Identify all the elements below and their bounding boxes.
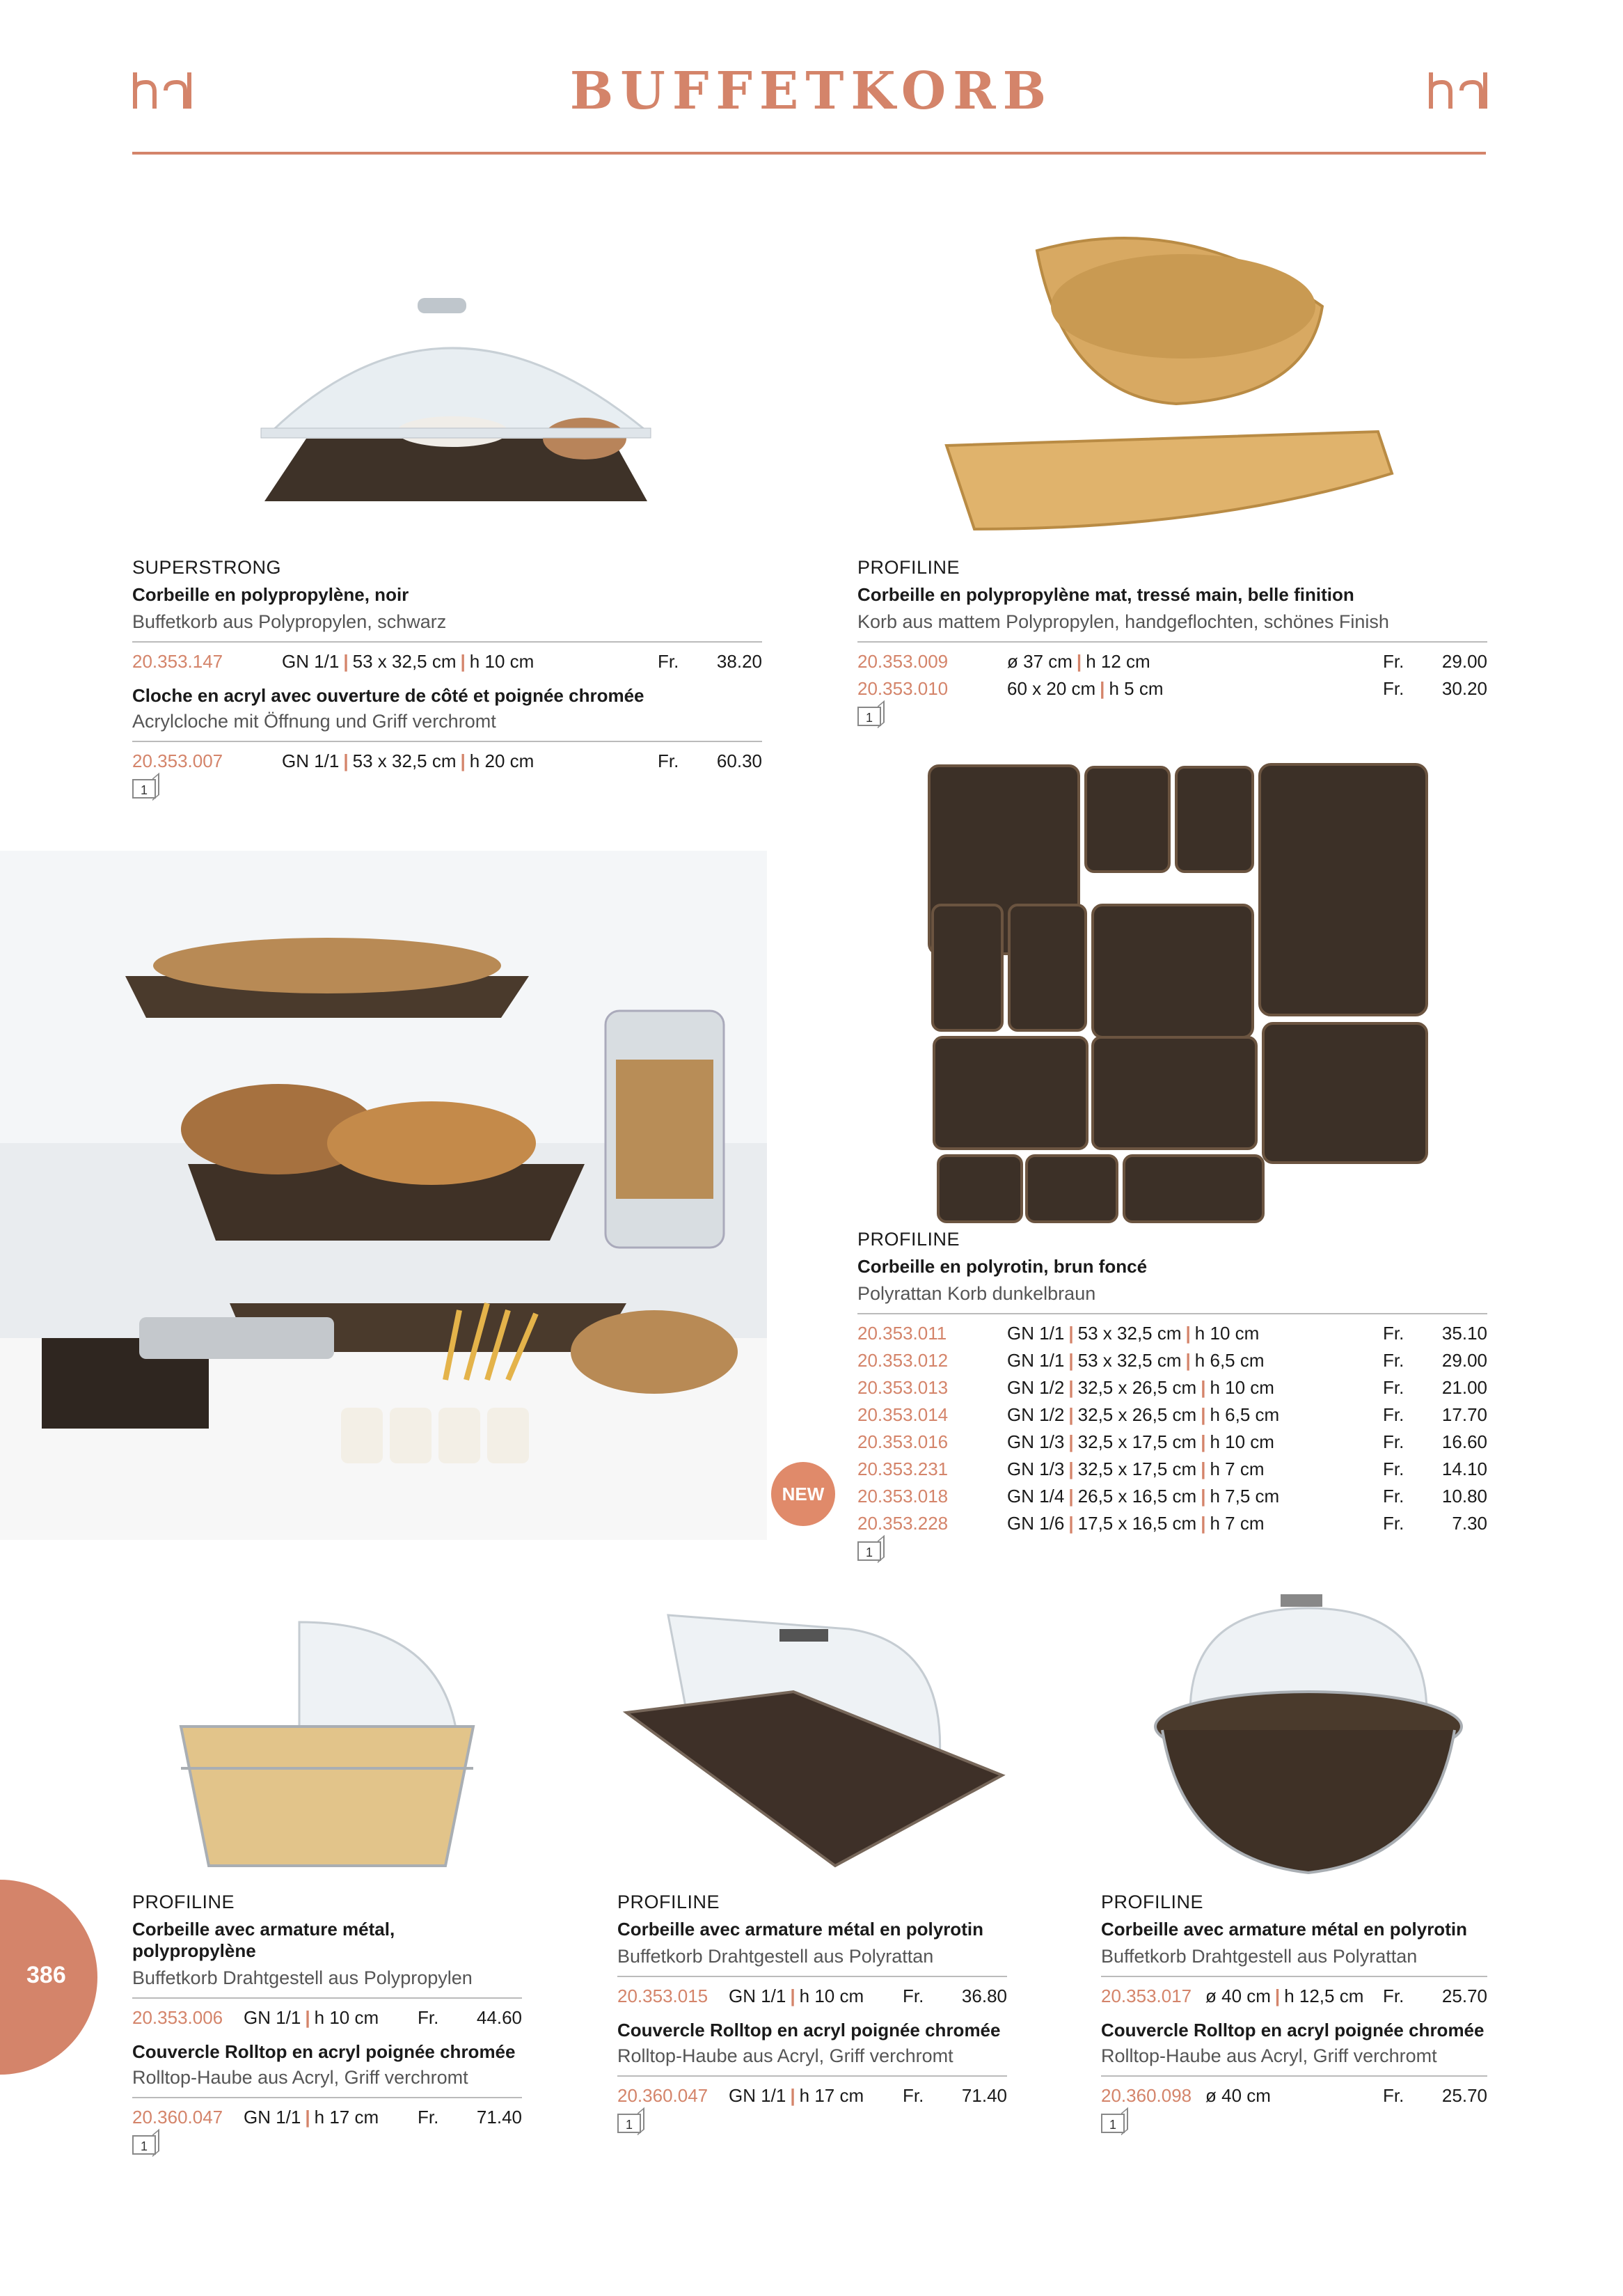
price: 25.70	[1441, 2085, 1487, 2106]
article-number: 20.353.011	[857, 1323, 947, 1344]
gn-size: GN 1/2	[1007, 1404, 1065, 1425]
price: 25.70	[1441, 1986, 1487, 2006]
product-image-light-baskets	[933, 223, 1406, 543]
accessory-name-fr: Couvercle Rolltop en acryl poignée chromée	[617, 2020, 1001, 2041]
currency: Fr.	[1383, 1350, 1404, 1371]
pack-unit-icon: 1	[617, 2114, 641, 2133]
accessory-name-fr: Couvercle Rolltop en acryl poignée chromée	[132, 2041, 516, 2062]
price-row: 20.360.047 GN 1/1 | h 17 cm Fr. 71.40	[617, 2082, 1007, 2109]
gn-size: GN 1/1	[1007, 1323, 1065, 1344]
gn-size: GN 1/1	[282, 651, 340, 672]
dimensions: 53 x 32,5 cm	[1077, 1323, 1182, 1344]
series-label: PROFILINE	[857, 1229, 960, 1250]
product-name-fr: Corbeille avec armature métal en polyrotin	[1101, 1919, 1467, 1940]
currency: Fr.	[1383, 1458, 1404, 1479]
product-name-de: Korb aus mattem Polypropylen, handgeflochten, schönes Finish	[857, 611, 1487, 643]
price: 36.80	[961, 1986, 1007, 2006]
height: h 20 cm	[469, 750, 535, 771]
article-number: 20.353.231	[857, 1458, 949, 1479]
price-row: 20.353.147 GN 1/1 | 53 x 32,5 cm | h 10 cm Fr. 38.20	[132, 648, 762, 675]
product-image-rolltop-light-basket	[167, 1601, 494, 1880]
dimensions: 60 x 20 cm	[1007, 678, 1096, 699]
product-name-de: Polyrattan Korb dunkelbraun	[857, 1283, 1487, 1314]
currency: Fr.	[1383, 1404, 1404, 1425]
currency: Fr.	[1383, 2085, 1404, 2106]
series-label: PROFILINE	[132, 1892, 235, 1912]
dimensions: 53 x 32,5 cm	[1077, 1350, 1182, 1371]
price-row: 20.353.013 GN 1/2 | 32,5 x 26,5 cm | h 10 cm Fr. 21.00	[857, 1374, 1487, 1401]
currency: Fr.	[903, 2085, 924, 2106]
dimensions: 53 x 32,5 cm	[352, 651, 457, 672]
product-block-profiline-light	[857, 557, 1487, 726]
article-number: 20.353.012	[857, 1350, 949, 1371]
price-row: 20.353.012 GN 1/1 | 53 x 32,5 cm | h 6,5 cm Fr. 29.00	[857, 1347, 1487, 1374]
price-row: 20.353.009 ø 37 cm | h 12 cm Fr. 29.00	[857, 648, 1487, 675]
height: h 12 cm	[1086, 651, 1150, 672]
height: h 5 cm	[1109, 678, 1164, 699]
gn-size: GN 1/1	[729, 1986, 786, 2006]
price: 16.60	[1441, 1431, 1487, 1452]
currency: Fr.	[1383, 651, 1404, 672]
gn-size: GN 1/6	[1007, 1513, 1065, 1534]
dimensions: 17,5 x 16,5 cm	[1077, 1513, 1197, 1534]
currency: Fr.	[1383, 1431, 1404, 1452]
dimensions: 32,5 x 17,5 cm	[1077, 1458, 1197, 1479]
height: h 17 cm	[799, 2085, 864, 2106]
article-number: 20.353.228	[857, 1513, 949, 1534]
series-label: SUPERSTRONG	[132, 557, 282, 578]
price: 30.20	[1441, 678, 1487, 699]
price-row: 20.353.017 ø 40 cm | h 12,5 cm Fr. 25.70	[1101, 1983, 1487, 2010]
article-number: 20.360.047	[617, 2085, 708, 2106]
product-name-de: Buffetkorb Drahtgestell aus Polyrattan	[617, 1946, 1007, 1977]
product-image-cloche-basket	[223, 292, 668, 522]
article-number: 20.353.018	[857, 1486, 949, 1507]
product-block-superstrong	[132, 557, 762, 799]
article-number: 20.360.098	[1101, 2085, 1192, 2106]
product-name-fr: Corbeille en polypropylène mat, tressé main, belle finition	[857, 584, 1354, 605]
currency: Fr.	[1383, 1377, 1404, 1398]
pack-unit-icon: 1	[857, 707, 881, 726]
accessory-name-fr: Cloche en acryl avec ouverture de côté et poignée chromée	[132, 685, 644, 706]
price: 21.00	[1441, 1377, 1487, 1398]
product-name-de: Buffetkorb aus Polypropylen, schwarz	[132, 611, 762, 643]
article-number: 20.353.007	[132, 750, 223, 771]
price: 10.80	[1441, 1486, 1487, 1507]
height: h 10 cm	[314, 2007, 379, 2028]
price-row	[1101, 2082, 1487, 2109]
price-row: 20.353.231 GN 1/3 | 32,5 x 17,5 cm | h 7 cm Fr. 14.10	[857, 1456, 1487, 1483]
height: h 10 cm	[799, 1986, 864, 2006]
height: h 7 cm	[1210, 1513, 1265, 1534]
product-name-de: Buffetkorb Drahtgestell aus Polypropylen	[132, 1967, 522, 1999]
article-number: 20.353.017	[1101, 1986, 1192, 2006]
currency: Fr.	[903, 1986, 924, 2006]
price: 29.00	[1441, 1350, 1487, 1371]
product-name-fr: Corbeille en polyrotin, brun foncé	[857, 1256, 1148, 1277]
price-row: 20.353.015 GN 1/1 | h 10 cm Fr. 36.80	[617, 1983, 1007, 2010]
gn-size: GN 1/1	[1007, 1350, 1065, 1371]
height: h 12,5 cm	[1284, 1986, 1364, 2006]
currency: Fr.	[1383, 678, 1404, 699]
accessory-name-fr: Couvercle Rolltop en acryl poignée chromée	[1101, 2020, 1485, 2041]
article-number: 20.353.147	[132, 651, 223, 672]
height: h 10 cm	[469, 651, 535, 672]
currency: Fr.	[1383, 1486, 1404, 1507]
product-image-dark-basket-set	[926, 759, 1434, 1225]
article-number: 20.353.016	[857, 1431, 949, 1452]
price: 60.30	[716, 750, 762, 771]
price: 71.40	[476, 2107, 522, 2128]
dimensions: 26,5 x 16,5 cm	[1077, 1486, 1197, 1507]
gn-size: GN 1/3	[1007, 1458, 1065, 1479]
header-rule	[132, 152, 1486, 155]
currency: Fr.	[658, 750, 679, 771]
accessory-name-de: Rolltop-Haube aus Acryl, Griff verchromt	[617, 2045, 1007, 2077]
article-number: 20.353.010	[857, 678, 949, 699]
height: h 10 cm	[1210, 1377, 1274, 1398]
price-row: 20.353.018 GN 1/4 | 26,5 x 16,5 cm | h 7,5 cm Fr. 10.80	[857, 1483, 1487, 1510]
product-block-wire-pp	[132, 1892, 522, 2155]
currency: Fr.	[418, 2107, 439, 2128]
dimensions: ø 40 cm	[1205, 1986, 1271, 2006]
price: 35.10	[1441, 1323, 1487, 1344]
gn-size: GN 1/3	[1007, 1431, 1065, 1452]
price: 44.60	[476, 2007, 522, 2028]
gn-size: GN 1/1	[282, 750, 340, 771]
currency: Fr.	[1383, 1323, 1404, 1344]
product-image-rolltop-round-basket	[1141, 1594, 1468, 1887]
product-block-polyrattan	[857, 1229, 1487, 1561]
dimensions: 32,5 x 26,5 cm	[1077, 1404, 1197, 1425]
brand-logo-right	[1427, 70, 1489, 111]
series-label: PROFILINE	[857, 557, 960, 578]
price: 38.20	[716, 651, 762, 672]
height: h 6,5 cm	[1210, 1404, 1280, 1425]
currency: Fr.	[1383, 1513, 1404, 1534]
height: h 7 cm	[1210, 1458, 1265, 1479]
pack-unit-icon: 1	[132, 779, 156, 799]
accessory-name-de: Rolltop-Haube aus Acryl, Griff verchromt	[1101, 2045, 1487, 2077]
product-image-rolltop-dark-basket	[612, 1601, 1016, 1880]
dimensions: ø 40 cm	[1205, 2085, 1271, 2106]
height: h 10 cm	[1194, 1323, 1260, 1344]
price-row: 20.353.010 60 x 20 cm | h 5 cm Fr. 30.20	[857, 675, 1487, 702]
dimensions: 32,5 x 17,5 cm	[1077, 1431, 1197, 1452]
currency: Fr.	[1383, 1986, 1404, 2006]
buffet-scene-image	[0, 851, 767, 1540]
pack-unit-icon: 1	[1101, 2114, 1125, 2133]
product-name-fr: Corbeille avec armature métal, polypropylène	[132, 1919, 395, 1961]
gn-size: GN 1/1	[729, 2085, 786, 2106]
price-row: 20.360.047 GN 1/1 | h 17 cm Fr. 71.40	[132, 2104, 522, 2131]
product-name-de: Buffetkorb Drahtgestell aus Polyrattan	[1101, 1946, 1487, 1977]
product-block-wire-polyrattan	[617, 1892, 1007, 2133]
price: 29.00	[1441, 651, 1487, 672]
price-row: 20.353.016 GN 1/3 | 32,5 x 17,5 cm | h 10 cm Fr. 16.60	[857, 1429, 1487, 1456]
series-label: PROFILINE	[1101, 1892, 1204, 1912]
price-row: 20.353.006 GN 1/1 | h 10 cm Fr. 44.60	[132, 2004, 522, 2031]
currency: Fr.	[418, 2007, 439, 2028]
price-row: 20.353.007 GN 1/1 | 53 x 32,5 cm | h 20 cm Fr. 60.30	[132, 748, 762, 775]
gn-size: GN 1/4	[1007, 1486, 1065, 1507]
currency: Fr.	[658, 651, 679, 672]
page-number: 386	[26, 1962, 66, 1988]
height: h 7,5 cm	[1210, 1486, 1280, 1507]
height: h 6,5 cm	[1194, 1350, 1265, 1371]
product-block-wire-round	[1101, 1892, 1487, 2133]
product-name-fr: Corbeille avec armature métal en polyrotin	[617, 1919, 983, 1940]
accessory-name-de: Rolltop-Haube aus Acryl, Griff verchromt	[132, 2067, 522, 2098]
price-row: 20.353.011 GN 1/1 | 53 x 32,5 cm | h 10 cm Fr. 35.10	[857, 1320, 1487, 1347]
series-label: PROFILINE	[617, 1892, 720, 1912]
article-number: 20.353.013	[857, 1377, 949, 1398]
pack-unit-icon: 1	[857, 1541, 881, 1561]
dimensions: 53 x 32,5 cm	[352, 750, 457, 771]
article-number: 20.353.009	[857, 651, 949, 672]
page-title: BUFFETKORB	[569, 61, 1054, 121]
height: h 10 cm	[1210, 1431, 1274, 1452]
article-number: 20.353.014	[857, 1404, 949, 1425]
article-number: 20.353.015	[617, 1986, 708, 2006]
new-badge: NEW	[771, 1462, 835, 1526]
price-row: 20.353.014 GN 1/2 | 32,5 x 26,5 cm | h 6,5 cm Fr. 17.70	[857, 1401, 1487, 1429]
height: h 17 cm	[314, 2107, 379, 2128]
gn-size: GN 1/1	[244, 2007, 301, 2028]
price: 14.10	[1441, 1458, 1487, 1479]
product-name-fr: Corbeille en polypropylène, noir	[132, 584, 409, 605]
dimensions: ø 37 cm	[1007, 651, 1072, 672]
gn-size: GN 1/2	[1007, 1377, 1065, 1398]
price-row: 20.353.228 GN 1/6 | 17,5 x 16,5 cm | h 7 cm Fr. 7.30	[857, 1510, 1487, 1537]
dimensions: 32,5 x 26,5 cm	[1077, 1377, 1197, 1398]
article-number: 20.360.047	[132, 2107, 223, 2128]
pack-unit-icon: 1	[132, 2135, 156, 2155]
price: 71.40	[961, 2085, 1007, 2106]
gn-size: GN 1/1	[244, 2107, 301, 2128]
price-list	[857, 1320, 1487, 1537]
price: 17.70	[1441, 1404, 1487, 1425]
accessory-name-de: Acrylcloche mit Öffnung und Griff verchromt	[132, 711, 762, 742]
article-number: 20.353.006	[132, 2007, 223, 2028]
price: 7.30	[1452, 1513, 1487, 1534]
